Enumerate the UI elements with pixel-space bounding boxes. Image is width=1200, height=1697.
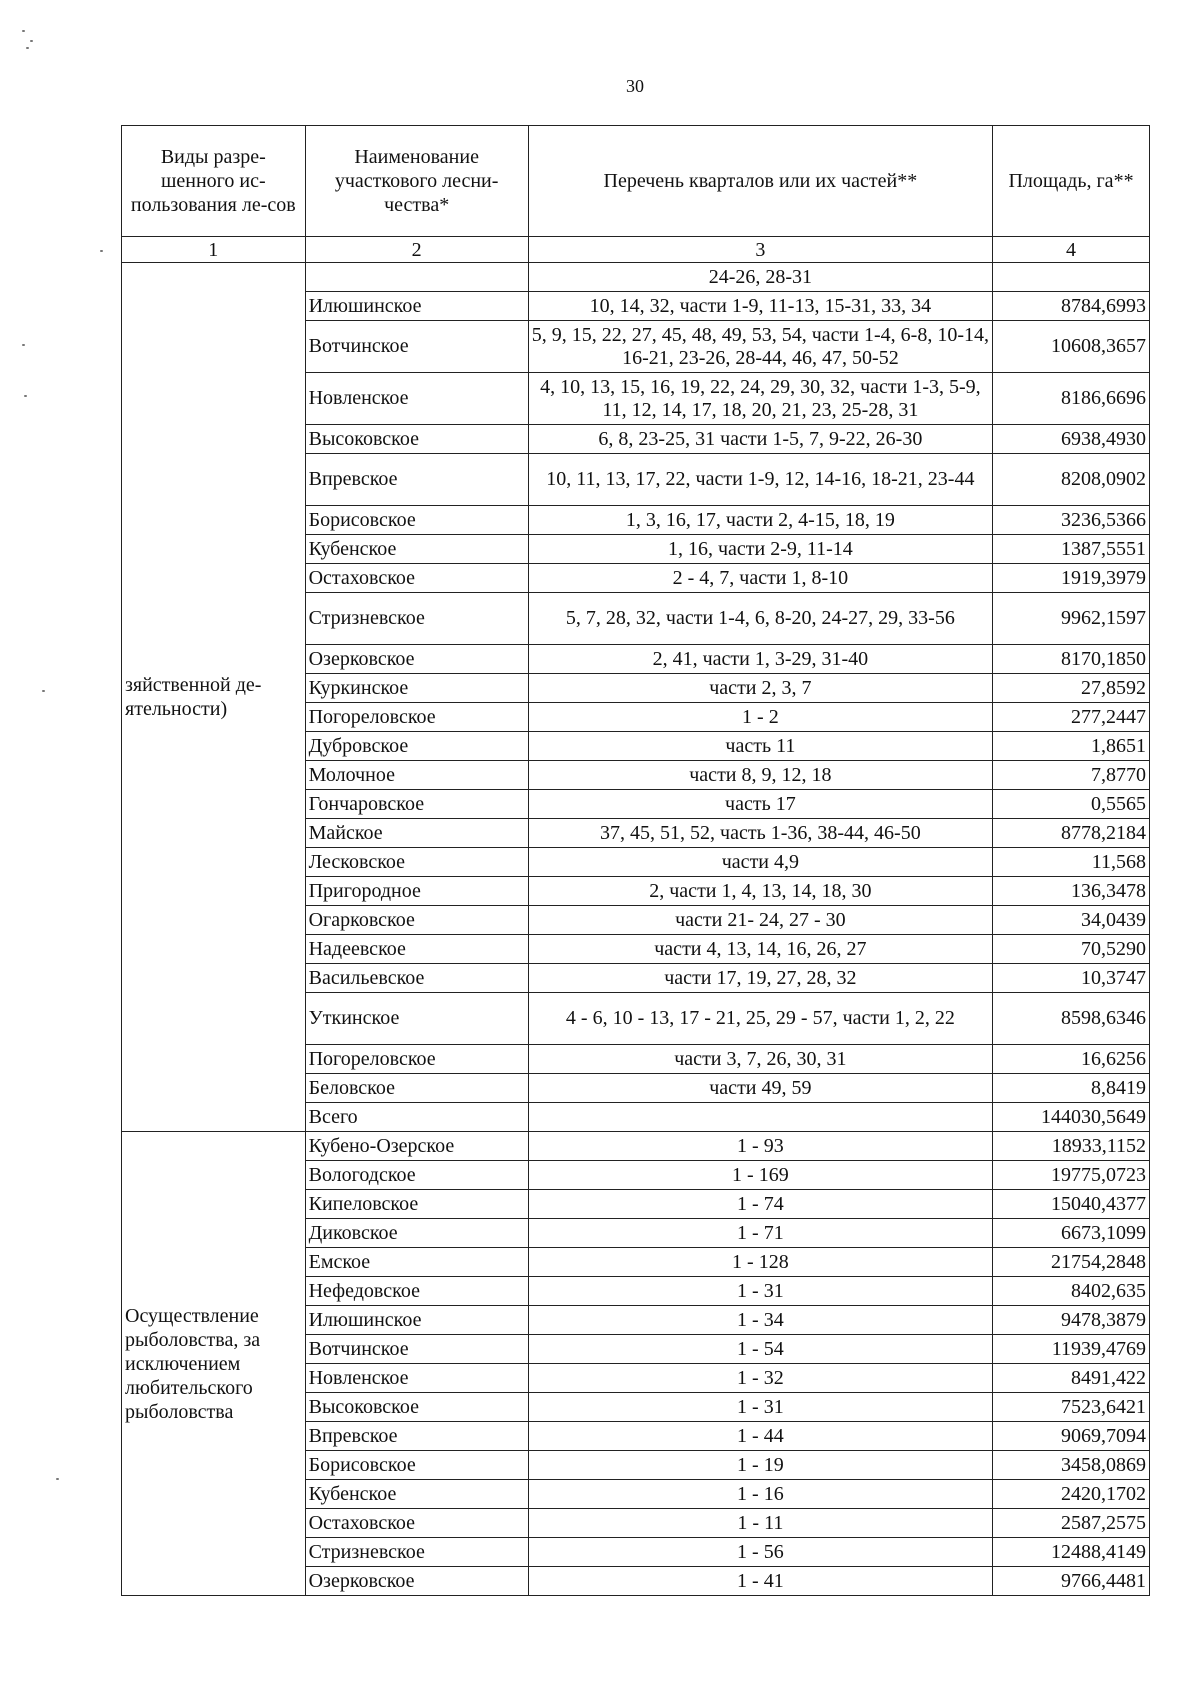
forestry-name-cell: Стризневское	[305, 593, 528, 645]
header-use-type: Виды разре-шенного ис-пользования ле-сов	[122, 126, 306, 237]
forestry-name-cell: Погореловское	[305, 703, 528, 732]
quarters-cell: 1 - 44	[528, 1422, 992, 1451]
forestry-name-cell: Вологодское	[305, 1161, 528, 1190]
quarters-cell: часть 11	[528, 732, 992, 761]
forestry-name-cell: Новленское	[305, 373, 528, 425]
area-cell: 11939,4769	[993, 1335, 1150, 1364]
quarters-cell: 10, 11, 13, 17, 22, части 1-9, 12, 14-16, 18-21, 23-44	[528, 454, 992, 506]
area-cell: 18933,1152	[993, 1132, 1150, 1161]
area-cell: 9069,7094	[993, 1422, 1150, 1451]
quarters-cell: 1 - 128	[528, 1248, 992, 1277]
area-cell: 19775,0723	[993, 1161, 1150, 1190]
forestry-name-cell: Стризневское	[305, 1538, 528, 1567]
table-body	[122, 263, 1150, 1596]
forestry-name-cell: Кипеловское	[305, 1190, 528, 1219]
use-type-label: Осуществление рыболовства, за исключением любительского рыболовства	[125, 1304, 261, 1423]
quarters-cell: 10, 14, 32, части 1-9, 11-13, 15-31, 33, 34	[528, 292, 992, 321]
quarters-cell: части 17, 19, 27, 28, 32	[528, 964, 992, 993]
forestry-name-cell: Остаховское	[305, 564, 528, 593]
column-number: 2	[305, 237, 528, 263]
forestry-name-cell: Всего	[305, 1103, 528, 1132]
table-row	[122, 263, 1150, 292]
area-cell: 2587,2575	[993, 1509, 1150, 1538]
use-type-label: зяйственной де-ятельности)	[125, 674, 262, 720]
forestry-name-cell: Лесковское	[305, 848, 528, 877]
forestry-name-cell: Остаховское	[305, 1509, 528, 1538]
quarters-cell: 6, 8, 23-25, 31 части 1-5, 7, 9-22, 26-30	[528, 425, 992, 454]
area-cell: 9766,4481	[993, 1567, 1150, 1596]
area-cell: 27,8592	[993, 674, 1150, 703]
area-cell: 136,3478	[993, 877, 1150, 906]
header-area: Площадь, га**	[993, 126, 1150, 237]
area-cell: 6673,1099	[993, 1219, 1150, 1248]
area-cell: 277,2447	[993, 703, 1150, 732]
column-number-row	[122, 237, 1150, 263]
quarters-cell: 4 - 6, 10 - 13, 17 - 21, 25, 29 - 57, части 1, 2, 22	[528, 993, 992, 1045]
quarters-cell: части 21- 24, 27 - 30	[528, 906, 992, 935]
scan-speck	[42, 690, 45, 692]
quarters-cell: части 4, 13, 14, 16, 26, 27	[528, 935, 992, 964]
forestry-name-cell: Новленское	[305, 1364, 528, 1393]
quarters-cell: 1 - 93	[528, 1132, 992, 1161]
area-cell: 6938,4930	[993, 425, 1150, 454]
area-cell: 70,5290	[993, 935, 1150, 964]
area-cell: 2420,1702	[993, 1480, 1150, 1509]
area-cell: 9962,1597	[993, 593, 1150, 645]
area-cell: 8784,6993	[993, 292, 1150, 321]
quarters-cell: части 4,9	[528, 848, 992, 877]
quarters-cell: части 8, 9, 12, 18	[528, 761, 992, 790]
area-cell: 7523,6421	[993, 1393, 1150, 1422]
forestry-name-cell: Илюшинское	[305, 292, 528, 321]
quarters-cell: 2, части 1, 4, 13, 14, 18, 30	[528, 877, 992, 906]
area-cell: 1387,5551	[993, 535, 1150, 564]
forestry-name-cell: Молочное	[305, 761, 528, 790]
area-cell: 10608,3657	[993, 321, 1150, 373]
quarters-cell: 1 - 31	[528, 1393, 992, 1422]
forestry-name-cell: Впревское	[305, 1422, 528, 1451]
area-cell: 0,5565	[993, 790, 1150, 819]
header-row	[122, 126, 1150, 237]
quarters-cell: 5, 9, 15, 22, 27, 45, 48, 49, 53, 54, части 1-4, 6-8, 10-14, 16-21, 23-26, 28-44, 46, 47, 50-52	[528, 321, 992, 373]
forestry-name-cell: Высоковское	[305, 1393, 528, 1422]
quarters-cell: 1 - 34	[528, 1306, 992, 1335]
scan-speck	[100, 250, 103, 252]
area-cell: 7,8770	[993, 761, 1150, 790]
column-number: 4	[993, 237, 1150, 263]
area-cell: 10,3747	[993, 964, 1150, 993]
quarters-cell: 1 - 54	[528, 1335, 992, 1364]
quarters-cell: 1 - 74	[528, 1190, 992, 1219]
forestry-name-cell: Нефедовское	[305, 1277, 528, 1306]
quarters-cell: части 49, 59	[528, 1074, 992, 1103]
quarters-cell: 37, 45, 51, 52, часть 1-36, 38-44, 46-50	[528, 819, 992, 848]
area-cell: 1919,3979	[993, 564, 1150, 593]
area-cell: 11,568	[993, 848, 1150, 877]
page-number: 30	[626, 76, 644, 96]
quarters-cell: 1 - 169	[528, 1161, 992, 1190]
area-cell: 144030,5649	[993, 1103, 1150, 1132]
forestry-name-cell: Илюшинское	[305, 1306, 528, 1335]
quarters-cell: 1 - 11	[528, 1509, 992, 1538]
scan-speck	[22, 344, 25, 346]
column-number: 3	[528, 237, 992, 263]
quarters-cell: 2, 41, части 1, 3-29, 31-40	[528, 645, 992, 674]
area-cell: 8402,635	[993, 1277, 1150, 1306]
forestry-name-cell: Васильевское	[305, 964, 528, 993]
quarters-cell: 1 - 16	[528, 1480, 992, 1509]
forestry-name-cell: Погореловское	[305, 1045, 528, 1074]
forestry-name-cell: Кубенское	[305, 1480, 528, 1509]
forestry-name-cell: Озерковское	[305, 1567, 528, 1596]
area-cell: 3236,5366	[993, 506, 1150, 535]
quarters-cell: 1 - 31	[528, 1277, 992, 1306]
scan-speck	[56, 1478, 59, 1480]
forestry-name-cell: Впревское	[305, 454, 528, 506]
scan-speck	[30, 40, 33, 42]
quarters-cell: 1 - 71	[528, 1219, 992, 1248]
forestry-name-cell: Гончаровское	[305, 790, 528, 819]
area-cell: 34,0439	[993, 906, 1150, 935]
quarters-cell	[528, 1103, 992, 1132]
scan-speck	[22, 30, 25, 32]
quarters-cell: 1 - 32	[528, 1364, 992, 1393]
header-forestry-name: Наименование участкового лесни-чества*	[305, 126, 528, 237]
forestry-name-cell: Озерковское	[305, 645, 528, 674]
forestry-name-cell: Надеевское	[305, 935, 528, 964]
scan-speck	[26, 47, 29, 49]
quarters-cell: 1 - 19	[528, 1451, 992, 1480]
forestry-name-cell: Емское	[305, 1248, 528, 1277]
area-cell: 1,8651	[993, 732, 1150, 761]
quarters-cell: 1, 16, части 2-9, 11-14	[528, 535, 992, 564]
area-cell: 8170,1850	[993, 645, 1150, 674]
scan-speck	[24, 395, 27, 397]
quarters-cell: 4, 10, 13, 15, 16, 19, 22, 24, 29, 30, 32, части 1-3, 5-9, 11, 12, 14, 17, 18, 20, 21, 23, 25-28, 31	[528, 373, 992, 425]
area-cell: 12488,4149	[993, 1538, 1150, 1567]
quarters-cell: 24-26, 28-31	[528, 263, 992, 292]
header-quarters: Перечень кварталов или их частей**	[528, 126, 992, 237]
forestry-name-cell: Диковское	[305, 1219, 528, 1248]
column-number: 1	[122, 237, 306, 263]
forestry-name-cell: Огарковское	[305, 906, 528, 935]
forestry-name-cell: Уткинское	[305, 993, 528, 1045]
area-cell: 21754,2848	[993, 1248, 1150, 1277]
use-type-cell	[122, 263, 306, 1132]
forestry-name-cell: Майское	[305, 819, 528, 848]
quarters-cell: части 3, 7, 26, 30, 31	[528, 1045, 992, 1074]
forest-use-table	[121, 125, 1150, 1596]
use-type-cell	[122, 1132, 306, 1596]
forestry-name-cell: Вотчинское	[305, 1335, 528, 1364]
forestry-name-cell	[305, 263, 528, 292]
quarters-cell: части 2, 3, 7	[528, 674, 992, 703]
quarters-cell: 2 - 4, 7, части 1, 8-10	[528, 564, 992, 593]
quarters-cell: 1 - 56	[528, 1538, 992, 1567]
forestry-name-cell: Беловское	[305, 1074, 528, 1103]
area-cell: 15040,4377	[993, 1190, 1150, 1219]
forestry-name-cell: Борисовское	[305, 1451, 528, 1480]
table-row	[122, 1132, 1150, 1161]
quarters-cell: 1 - 41	[528, 1567, 992, 1596]
area-cell: 8208,0902	[993, 454, 1150, 506]
quarters-cell: 1, 3, 16, 17, части 2, 4-15, 18, 19	[528, 506, 992, 535]
area-cell: 9478,3879	[993, 1306, 1150, 1335]
forestry-name-cell: Кубенское	[305, 535, 528, 564]
area-cell: 8186,6696	[993, 373, 1150, 425]
area-cell: 8,8419	[993, 1074, 1150, 1103]
quarters-cell: 1 - 2	[528, 703, 992, 732]
area-cell: 8598,6346	[993, 993, 1150, 1045]
area-cell: 8491,422	[993, 1364, 1150, 1393]
forestry-name-cell: Борисовское	[305, 506, 528, 535]
area-cell: 8778,2184	[993, 819, 1150, 848]
forestry-name-cell: Куркинское	[305, 674, 528, 703]
forestry-name-cell: Пригородное	[305, 877, 528, 906]
forestry-name-cell: Кубено-Озерское	[305, 1132, 528, 1161]
area-cell: 3458,0869	[993, 1451, 1150, 1480]
forestry-name-cell: Дубровское	[305, 732, 528, 761]
quarters-cell: 5, 7, 28, 32, части 1-4, 6, 8-20, 24-27, 29, 33-56	[528, 593, 992, 645]
area-cell: 16,6256	[993, 1045, 1150, 1074]
area-cell	[993, 263, 1150, 292]
forestry-name-cell: Вотчинское	[305, 321, 528, 373]
quarters-cell: часть 17	[528, 790, 992, 819]
forestry-name-cell: Высоковское	[305, 425, 528, 454]
